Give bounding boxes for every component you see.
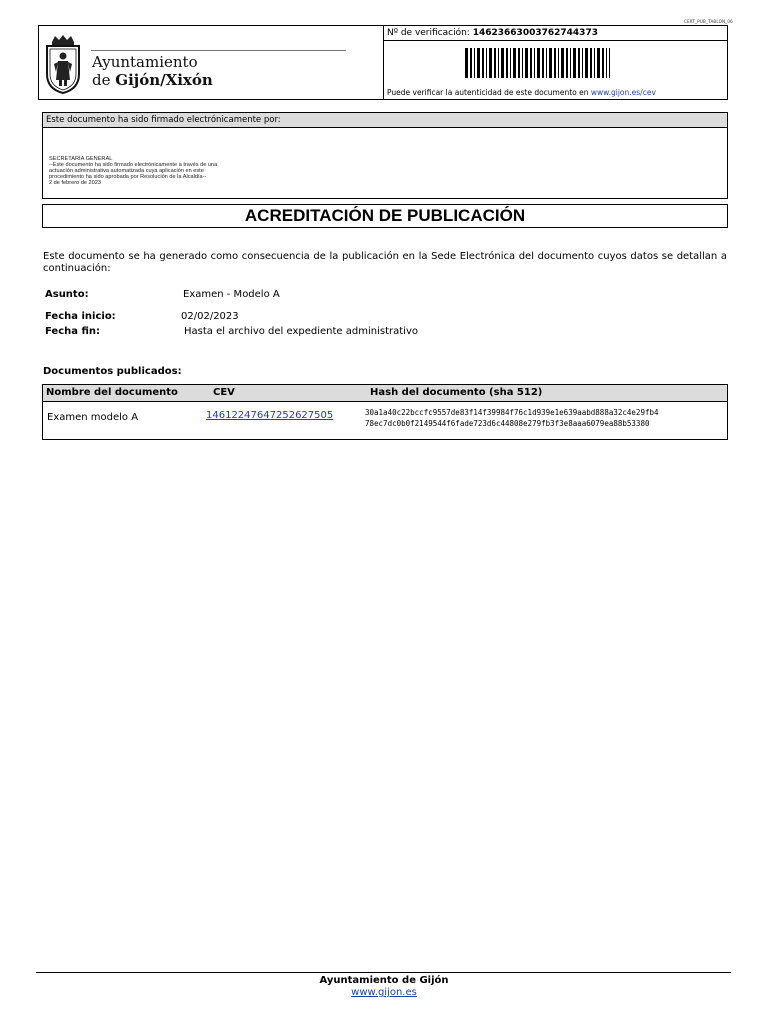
brand-prefix: de <box>92 71 111 89</box>
hash-line: 30a1a40c22bccfc9557de83f14f39984f76c1d939e1e639aabd888a32c4e29fb4 <box>365 408 659 417</box>
page-title: ACREDITACIÓN DE PUBLICACIÓN <box>244 206 526 225</box>
fecha-fin-value: Hasta el archivo del expediente administrativo <box>184 326 418 337</box>
column-header-cev: CEV <box>213 387 235 398</box>
brand-line-1: Ayuntamiento <box>92 53 198 71</box>
signature-box <box>42 112 728 199</box>
asunto-label: Asunto: <box>45 289 89 300</box>
table-header <box>43 385 727 402</box>
signature-line: actuación administrativa automatizada cuya aplicación en este <box>49 168 204 175</box>
verification-label: Nº de verificación: <box>387 28 470 38</box>
coat-of-arms-icon <box>44 34 82 94</box>
signature-line: 2 de febrero de 2023 <box>49 180 101 187</box>
barcode-icon <box>465 48 610 78</box>
document-code: CERT_PUB_TABLON_06 <box>684 19 733 24</box>
column-header-hash: Hash del documento (sha 512) <box>370 387 543 398</box>
signature-text <box>49 156 217 186</box>
verification-number: 14623663003762744373 <box>472 28 598 38</box>
footer-org: Ayuntamiento de Gijón <box>319 975 449 986</box>
hash-line: 78ec7dc0b0f2149544f6fade723d6c44808e279fb3f3e8aaa6079ea88b53380 <box>365 419 650 428</box>
signature-line: --Este documento ha sido firmado electrónicamente a través de una <box>49 162 218 169</box>
published-table <box>42 384 728 440</box>
logo-area <box>39 26 384 99</box>
verify-link[interactable]: www.gijon.es/cev <box>590 88 656 97</box>
document-header <box>38 25 728 100</box>
verify-text: Puede verificar la autenticidad de este documento en <box>387 88 589 97</box>
signature-line: SECRETARÍA GENERAL <box>49 156 113 162</box>
fecha-inicio-label: Fecha inicio: <box>45 311 116 322</box>
fecha-fin-label: Fecha fin: <box>45 326 101 337</box>
intro-text: Este documento se ha generado como consecuencia de la publicación en la Sede Electrónica del documento cuyos datos se detallan a continuación: <box>43 251 727 274</box>
fecha-inicio-value: 02/02/2023 <box>181 311 239 322</box>
verification-row <box>384 26 727 41</box>
published-heading: Documentos publicados: <box>43 366 182 377</box>
logo-divider <box>91 50 346 51</box>
cev-link[interactable]: 14612247647252627505 <box>206 410 334 421</box>
brand-line-2 <box>92 71 213 89</box>
verify-info <box>387 88 656 97</box>
footer-link[interactable]: www.gijon.es <box>351 987 417 998</box>
hash-value <box>365 407 659 429</box>
asunto-value: Examen - Modelo A <box>183 289 280 300</box>
signature-heading: Este documento ha sido firmado electrónicamente por: <box>43 113 727 128</box>
document-name: Examen modelo A <box>47 412 139 423</box>
title-box <box>42 204 728 228</box>
signature-line: procedimiento ha sido aprobada por Resolución de la Alcaldía-- <box>49 174 207 181</box>
footer-link-row <box>0 987 768 998</box>
column-header-name: Nombre del documento <box>46 387 178 398</box>
brand-city: Gijón/Xixón <box>115 71 213 89</box>
footer-divider <box>36 972 731 973</box>
